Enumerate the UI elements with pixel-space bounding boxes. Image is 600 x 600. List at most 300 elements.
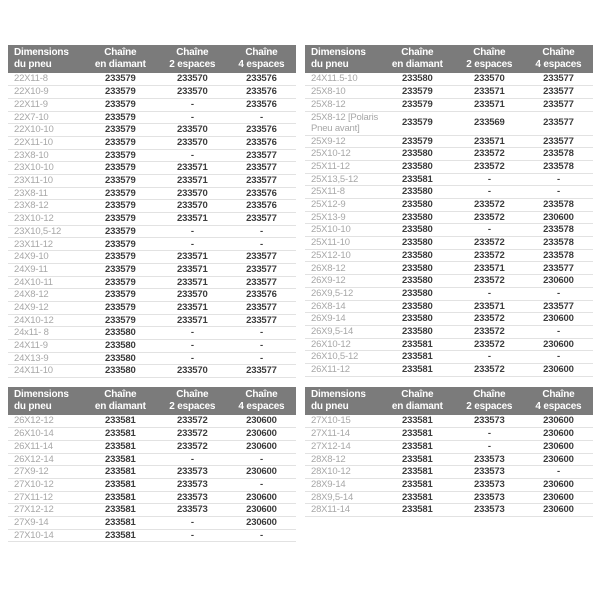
part-number: - [524,186,593,199]
tire-dimension: 27X10-15 [311,415,351,427]
table-row [8,200,296,213]
table-row [8,238,296,251]
part-number: 233571 [455,135,524,148]
table-row [305,275,593,288]
tire-dimension: 22X10-10 [8,124,83,137]
part-number: 233579 [83,187,158,200]
part-number: - [227,529,296,542]
part-number: 233573 [455,466,524,479]
part-number: 233572 [158,428,227,441]
part-number: 233576 [227,187,296,200]
part-number: 233580 [380,211,455,224]
part-number: 230600 [543,415,574,427]
part-number: - [524,466,593,479]
part-number: 233571 [158,251,227,264]
part-number: 233570 [158,187,227,200]
part-number: - [227,238,296,251]
part-number: 230600 [524,453,593,466]
part-number: 233570 [158,289,227,302]
table-header [8,387,296,415]
column-header-chaine-4-espaces: Chaîne 4 espaces [227,45,296,73]
tire-dimension: 28X9,5-14 [305,491,380,504]
table-row [8,440,296,453]
part-number: 233572 [455,148,524,161]
part-number: 233576 [246,73,277,85]
part-number: 233577 [227,314,296,327]
table-row [8,415,296,428]
part-number: - [455,186,524,199]
part-number: 230600 [524,504,593,517]
part-number: 233577 [227,251,296,264]
part-number: 233579 [83,314,158,327]
part-number: 233572 [455,249,524,262]
tire-dimension: 26X10,5-12 [305,351,380,364]
part-number: 233577 [524,135,593,148]
column-header-dimensions: Dimensions du pneu [8,45,83,73]
part-number: 233579 [83,251,158,264]
table-row [8,111,296,124]
part-number: 233570 [158,136,227,149]
part-number: 233581 [83,453,158,466]
table-header [305,45,593,73]
part-number: 233581 [83,504,158,517]
tire-dimension: 25X12-10 [305,249,380,262]
part-number: 230600 [524,428,593,441]
part-number: 233577 [227,162,296,175]
tire-dimension: 25X10-12 [305,148,380,161]
table-row [305,160,593,173]
part-number: - [158,149,227,162]
table-row [305,466,593,479]
part-number: 233570 [158,124,227,137]
column-header-dimensions: Dimensions du pneu [305,45,380,73]
part-number: 233579 [380,98,455,111]
table-row [8,225,296,238]
part-number: - [227,478,296,491]
part-number: 230600 [524,338,593,351]
tire-dimension: 22X10-9 [8,86,83,99]
part-number: 233579 [83,301,158,314]
tire-dimension: 25X8-12 [Polaris Pneu avant] [305,111,380,135]
table-row [8,149,296,162]
part-number: 230600 [524,440,593,453]
part-number: - [455,224,524,237]
part-number: 233576 [227,136,296,149]
tire-dimension: 27X9-12 [8,466,83,479]
part-number: 233580 [83,327,158,340]
part-number: 230600 [227,428,296,441]
part-number: 233572 [455,275,524,288]
part-number: 233580 [380,148,455,161]
tire-dimension: 27X9-14 [8,517,83,530]
part-number: 233572 [455,199,524,212]
tire-dimension: 27X12-12 [8,504,83,517]
part-number: 230600 [227,466,296,479]
tire-dimension: 24X9-12 [8,301,83,314]
table-row [8,276,296,289]
part-number: 233571 [158,175,227,188]
tire-chain-table-bottom-right [305,387,593,517]
tire-dimension: 26X8-14 [305,300,380,313]
table-row [305,186,593,199]
part-number: 233579 [83,124,158,137]
part-number: 233580 [380,224,455,237]
tire-dimension: 25X10-10 [305,224,380,237]
tire-chain-table-top-left [8,45,296,378]
tire-dimension: 26X11-14 [8,440,83,453]
part-number: 233579 [83,149,158,162]
part-number: - [227,111,296,124]
tire-dimension: 22X11-8 [14,73,48,85]
part-number: 233580 [83,339,158,352]
table-row [305,73,593,86]
tire-chain-table-bottom-left [8,387,296,542]
tire-dimension: 22X11-10 [8,136,83,149]
tire-dimension: 27X10-12 [8,478,83,491]
tire-dimension: 26X9-12 [305,275,380,288]
part-number: 230600 [524,491,593,504]
tire-dimension: 23X8-10 [8,149,83,162]
table-row [8,428,296,441]
part-number: 230600 [227,440,296,453]
table-row [8,162,296,175]
part-number: 233580 [83,365,158,378]
tire-dimension: 24x11- 8 [8,327,83,340]
part-number: 230600 [227,491,296,504]
column-header-chaine-diamant: Chaîne en diamant [380,387,455,415]
table-row [8,263,296,276]
table-row [305,313,593,326]
column-header-chaine-2-espaces: Chaîne 2 espaces [455,387,524,415]
tire-dimension: 23X11-12 [8,238,83,251]
part-number: - [158,327,227,340]
part-number: 233572 [455,313,524,326]
table-row [8,327,296,340]
part-number: 233580 [83,352,158,365]
part-number: 230600 [246,415,277,427]
part-number: 233573 [158,491,227,504]
part-number: 233577 [227,213,296,226]
table-row [305,249,593,262]
tire-dimension: 23X8-11 [8,187,83,200]
tire-dimension: 25X13-9 [305,211,380,224]
part-number: - [455,287,524,300]
part-number: 233577 [227,263,296,276]
table-row [8,453,296,466]
table-row [305,237,593,250]
tire-dimension: 24X11-9 [8,339,83,352]
table-row [305,300,593,313]
tire-dimension: 27X11-12 [8,491,83,504]
part-number: 230600 [524,313,593,326]
part-number: 233577 [227,276,296,289]
table-row [8,86,296,99]
table-row [305,325,593,338]
part-number: 233581 [380,504,455,517]
tire-dimension: 24X11-10 [8,365,83,378]
tire-dimension: 23X10-12 [8,213,83,226]
part-number: 233580 [380,262,455,275]
table-row [8,175,296,188]
part-number: 233570 [158,86,227,99]
column-header-chaine-diamant: Chaîne en diamant [83,45,158,73]
part-number: 233577 [543,73,574,85]
part-number: 233579 [83,238,158,251]
table-row [305,135,593,148]
part-number: 233581 [380,338,455,351]
part-number: 233570 [474,73,505,85]
part-number: 233579 [83,213,158,226]
part-number: 233579 [83,86,158,99]
tire-dimension: 26X8-12 [305,262,380,275]
part-number: 230600 [227,517,296,530]
table-row [305,173,593,186]
part-number: 233581 [83,478,158,491]
part-number: 233579 [380,86,455,99]
part-number: 233578 [524,160,593,173]
part-number: 233581 [380,466,455,479]
table-row [305,428,593,441]
part-number: 233573 [455,491,524,504]
tire-dimension: 22X11-9 [8,98,83,111]
part-number: - [158,98,227,111]
part-number: 233577 [227,149,296,162]
part-number: 233579 [380,135,455,148]
table-row [305,111,593,135]
part-number: 233577 [524,300,593,313]
part-number: 230600 [524,478,593,491]
part-number: 230600 [524,275,593,288]
table-row [305,491,593,504]
tire-dimension: 28X11-14 [305,504,380,517]
part-number: 233581 [402,415,433,427]
part-number: 233576 [227,289,296,302]
part-number: 233579 [83,136,158,149]
tire-dimension: 27X10-14 [8,529,83,542]
part-number: 233578 [524,224,593,237]
part-number: 233573 [474,415,505,427]
tire-dimension: 23X8-12 [8,200,83,213]
table-row [305,453,593,466]
part-number: 233581 [83,428,158,441]
tire-chain-table-top-right [305,45,593,377]
table-row [8,314,296,327]
part-number: - [227,453,296,466]
part-number: 233580 [380,313,455,326]
table-row [305,478,593,491]
table-row [8,289,296,302]
part-number: 233570 [158,200,227,213]
column-header-chaine-diamant: Chaîne en diamant [83,387,158,415]
tire-dimension: 24X10-12 [8,314,83,327]
column-header-dimensions: Dimensions du pneu [305,387,380,415]
part-number: 233580 [380,275,455,288]
tire-dimension: 22X7-10 [8,111,83,124]
tire-dimension: 23X10,5-12 [8,225,83,238]
table-row [8,491,296,504]
part-number: 230600 [524,363,593,376]
table-row [8,478,296,491]
part-number: 233576 [227,200,296,213]
tire-dimension: 25X11-12 [305,160,380,173]
table-row [8,98,296,111]
part-number: 233571 [158,162,227,175]
part-number: 233571 [455,86,524,99]
part-number: 233569 [455,111,524,135]
part-number: 233573 [158,466,227,479]
part-number: 233572 [455,363,524,376]
part-number: 233573 [455,504,524,517]
part-number: - [524,287,593,300]
part-number: - [227,352,296,365]
table-row [8,365,296,378]
part-number: 233580 [402,73,433,85]
part-number: 233571 [158,263,227,276]
part-number: - [227,327,296,340]
part-number: 233581 [83,466,158,479]
tire-dimension: 26X11-12 [305,363,380,376]
table-row [8,466,296,479]
table-row [305,86,593,99]
part-number: - [158,453,227,466]
part-number: 233580 [380,186,455,199]
part-number: - [158,339,227,352]
part-number: 233572 [455,160,524,173]
table-row [305,504,593,517]
table-row [305,415,593,428]
part-number: 233581 [380,173,455,186]
column-header-chaine-2-espaces: Chaîne 2 espaces [158,45,227,73]
part-number: 233576 [227,86,296,99]
table-row [8,352,296,365]
table-row [305,199,593,212]
tire-dimension: 26X10-14 [8,428,83,441]
part-number: 233571 [455,262,524,275]
part-number: 233579 [83,289,158,302]
table-row [305,440,593,453]
table-row [8,504,296,517]
tire-dimension: 28X8-12 [305,453,380,466]
tire-dimension: 25X11-8 [305,186,380,199]
part-number: 233577 [524,86,593,99]
part-number: 230600 [227,504,296,517]
part-number: 233571 [158,314,227,327]
table-row [8,517,296,530]
part-number: 233580 [380,160,455,173]
table-row [8,136,296,149]
part-number: 233580 [380,287,455,300]
part-number: - [524,351,593,364]
table-row [305,148,593,161]
part-number: 233580 [380,325,455,338]
tire-dimension: 26X12-12 [14,415,54,427]
part-number: 233579 [83,162,158,175]
table-row [8,301,296,314]
part-number: 233581 [83,491,158,504]
table-row [305,224,593,237]
table-header [305,387,593,415]
part-number: 233581 [380,478,455,491]
part-number: 233573 [455,478,524,491]
part-number: 233571 [455,300,524,313]
table-row [8,251,296,264]
part-number: 233571 [455,98,524,111]
table-row [8,529,296,542]
tire-dimension: 23X11-10 [8,175,83,188]
part-number: 233571 [158,213,227,226]
part-number: - [455,428,524,441]
part-number: 233578 [524,148,593,161]
column-header-chaine-diamant: Chaîne en diamant [380,45,455,73]
table-row [305,351,593,364]
part-number: 233581 [380,440,455,453]
tire-dimension: 26X9,5-12 [305,287,380,300]
part-number: 233572 [455,237,524,250]
part-number: 233577 [524,111,593,135]
column-header-chaine-4-espaces: Chaîne 4 espaces [524,387,593,415]
table-header [8,45,296,73]
tire-dimension: 28X9-14 [305,478,380,491]
column-header-chaine-2-espaces: Chaîne 2 espaces [158,387,227,415]
part-number: 233579 [105,73,136,85]
tire-dimension: 24X13-9 [8,352,83,365]
tire-dimension: 24X9-10 [8,251,83,264]
table-row [305,98,593,111]
part-number: 233581 [83,517,158,530]
table-row [8,187,296,200]
part-number: 233579 [83,98,158,111]
part-number: - [158,529,227,542]
part-number: - [158,238,227,251]
tire-dimension: 25X8-10 [305,86,380,99]
part-number: 233577 [227,301,296,314]
part-number: 233576 [227,124,296,137]
part-number: 233580 [380,249,455,262]
tire-dimension: 25X13,5-12 [305,173,380,186]
part-number: 233579 [83,200,158,213]
tire-dimension: 25X12-9 [305,199,380,212]
part-number: 233579 [380,111,455,135]
table-row [305,211,593,224]
part-number: 233577 [524,262,593,275]
part-number: - [524,173,593,186]
part-number: - [158,352,227,365]
tire-dimension: 26X9-14 [305,313,380,326]
tire-dimension: 24X8-12 [8,289,83,302]
tire-dimension: 24X11.5-10 [311,73,358,85]
part-number: 233578 [524,249,593,262]
part-number: 233572 [455,338,524,351]
part-number: 233576 [227,98,296,111]
column-header-chaine-4-espaces: Chaîne 4 espaces [227,387,296,415]
tire-dimension: 23X10-10 [8,162,83,175]
tire-dimension: 28X10-12 [305,466,380,479]
part-number: 233581 [105,415,136,427]
tire-dimension: 24X10-11 [8,276,83,289]
part-number: 233581 [380,351,455,364]
part-number: 233579 [83,225,158,238]
part-number: 233573 [455,453,524,466]
part-number: - [158,111,227,124]
part-number: 233572 [177,415,208,427]
part-number: 233573 [158,504,227,517]
tire-dimension: 25X11-10 [305,237,380,250]
part-number: 233580 [380,199,455,212]
part-number: 233579 [83,175,158,188]
table-row [8,124,296,137]
column-header-chaine-4-espaces: Chaîne 4 espaces [524,45,593,73]
part-number: 233571 [158,301,227,314]
